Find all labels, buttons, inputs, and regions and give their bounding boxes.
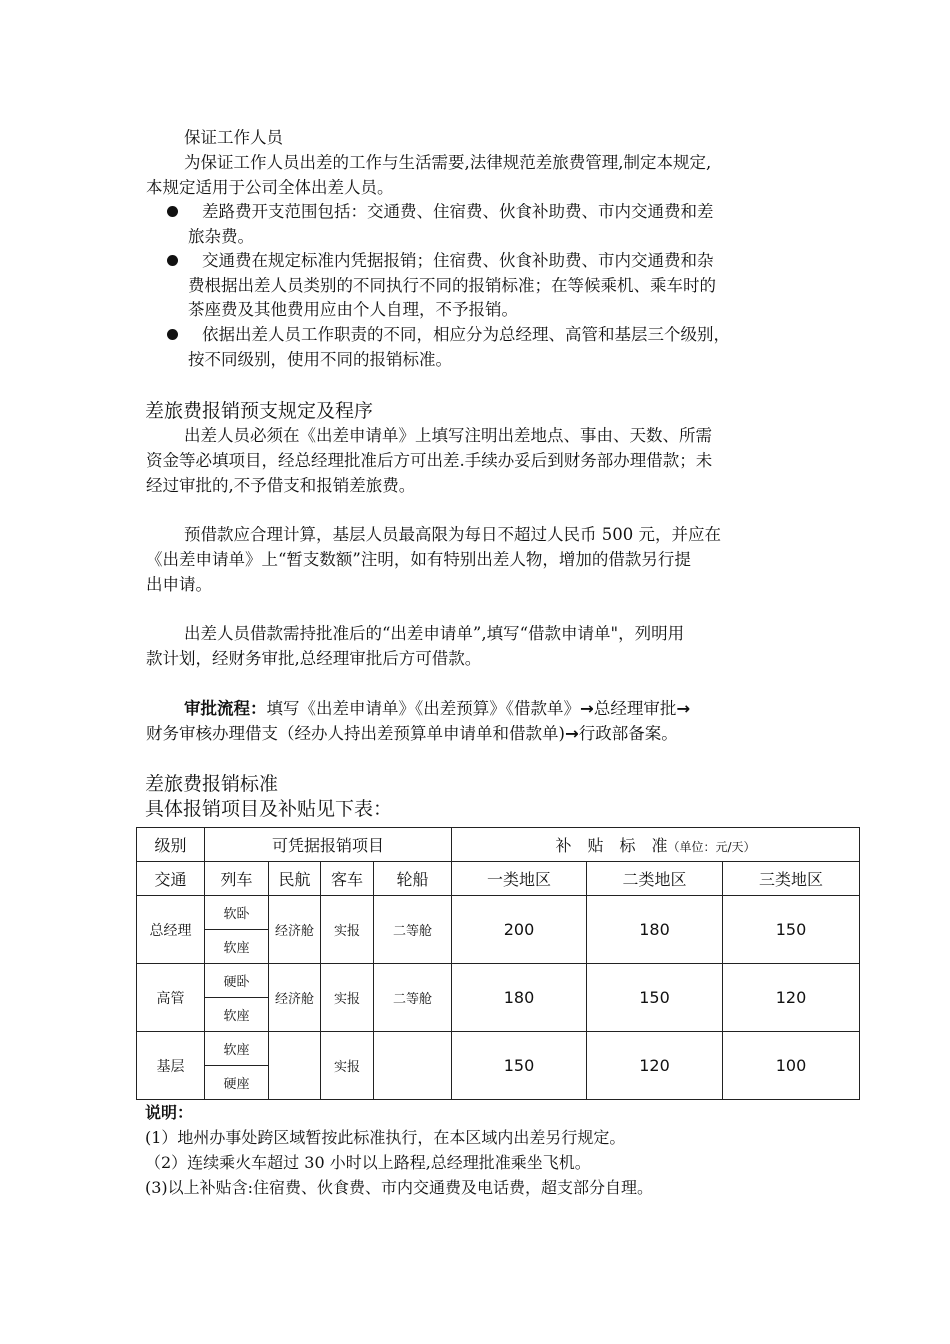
zone-3-value: 120 [723, 964, 860, 1032]
bullet-2-line-2: 费根据出差人员类别的不同执行不同的报销标准；在等候乘机、乘车时的 [188, 276, 716, 295]
bullet-dot-icon [167, 255, 178, 266]
header-transport: 交通 [137, 862, 205, 896]
bullet-1-line-2: 旅杂费。 [188, 227, 254, 246]
header-level: 级别 [137, 828, 205, 862]
arrow-right-icon: → [564, 724, 579, 743]
zone-2-value: 120 [587, 1032, 723, 1100]
intro-line-1: 保证工作人员 [184, 128, 283, 147]
level-cell: 基层 [137, 1032, 205, 1100]
ship-class-cell: 二等舱 [374, 964, 452, 1032]
section-subheading-table: 具体报销项目及补贴见下表： [145, 798, 393, 820]
header-zone-1: 一类地区 [452, 862, 587, 896]
bullet-3-line-2: 按不同级别，使用不同的报销标准。 [188, 350, 452, 369]
advance-p1-line-2: 资金等必填项目，经总经理批准后方可出差.手续办妥后到财务部办理借款；未 [146, 451, 713, 470]
subsidy-unit: （单位：元/天） [667, 840, 756, 854]
train-class-cell: 软座 [205, 930, 269, 964]
approval-flow-label: 审批流程： [184, 699, 267, 718]
advance-p2-line-2: 《出差申请单》上“暂支数额”注明，如有特别出差人物，增加的借款另行提 [146, 550, 691, 569]
ship-class-cell [374, 1032, 452, 1100]
ship-class-cell: 二等舱 [374, 896, 452, 964]
header-zone-2: 二类地区 [587, 862, 723, 896]
note-3: (3)以上补贴含:住宿费、伙食费、市内交通费及电话费，超支部分自理。 [145, 1178, 654, 1197]
advance-p2-line-1: 预借款应合理计算，基层人员最高限为每日不超过人民币 500 元，并应在 [184, 525, 721, 544]
train-class-cell: 硬卧 [205, 964, 269, 998]
bullet-dot-icon [167, 329, 178, 340]
zone-1-value: 180 [452, 964, 587, 1032]
bus-class-cell: 实报 [321, 896, 374, 964]
zone-1-value: 150 [452, 1032, 587, 1100]
bullet-3-line-1: 依据出差人员工作职责的不同，相应分为总经理、高管和基层三个级别， [202, 325, 730, 344]
approval-flow-line-1 [184, 697, 690, 721]
header-bus: 客车 [321, 862, 374, 896]
train-class-cell: 软座 [205, 1032, 269, 1066]
bullet-dot-icon [167, 206, 178, 217]
advance-p1-line-1: 出差人员必须在《出差申请单》上填写注明出差地点、事由、天数、所需 [184, 426, 712, 445]
header-train: 列车 [205, 862, 269, 896]
bullet-2-line-3: 茶座费及其他费用应由个人自理，不予报销。 [188, 300, 518, 319]
header-air: 民航 [269, 862, 321, 896]
note-2: （2）连续乘火车超过 30 小时以上路程,总经理批准乘坐飞机。 [145, 1153, 591, 1172]
advance-p1-line-3: 经过审批的,不予借支和报销差旅费。 [146, 476, 416, 495]
header-reimbursable-items: 可凭据报销项目 [205, 828, 452, 862]
zone-2-value: 150 [587, 964, 723, 1032]
air-class-cell [269, 1032, 321, 1100]
zone-3-value: 150 [723, 896, 860, 964]
notes-title: 说明： [145, 1103, 194, 1122]
arrow-right-icon: → [580, 699, 594, 718]
approval-flow-line-2 [146, 722, 678, 746]
section-heading-standard: 差旅费报销标准 [145, 773, 279, 795]
intro-line-3: 本规定适用于公司全体出差人员。 [146, 178, 394, 197]
train-class-cell: 软座 [205, 998, 269, 1032]
note-1: (1）地州办事处跨区域暂按此标准执行，在本区域内出差另行规定。 [145, 1128, 626, 1147]
advance-p3-line-1: 出差人员借款需持批准后的“出差申请单”,填写“借款申请单"，列明用 [184, 624, 685, 643]
zone-2-value: 180 [587, 896, 723, 964]
bus-class-cell: 实报 [321, 964, 374, 1032]
arrow-right-icon: → [676, 699, 691, 718]
section-heading-advance: 差旅费报销预支规定及程序 [145, 400, 374, 422]
bus-class-cell: 实报 [321, 1032, 374, 1100]
approval-flow-step-3: 财务审核办理借支（经办人持出差预算单申请单和借款单) [146, 724, 565, 743]
advance-p2-line-3: 出申请。 [146, 575, 212, 594]
subsidy-title: 补 贴 标 准 [555, 836, 668, 855]
intro-line-2: 为保证工作人员出差的工作与生活需要,法律规范差旅费管理,制定本规定, [184, 153, 712, 172]
header-ship: 轮船 [374, 862, 452, 896]
bullet-2-line-1: 交通费在规定标准内凭据报销；住宿费、伙食补助费、市内交通费和杂 [202, 251, 714, 270]
approval-flow-step-1: 填写《出差申请单》《出差预算》《借款单》 [266, 699, 580, 718]
reimbursement-standard-table [136, 827, 860, 1100]
header-subsidy-standard [452, 828, 860, 862]
bullet-1-line-1: 差路费开支范围包括：交通费、住宿费、伙食补助费、市内交通费和差 [202, 202, 714, 221]
approval-flow-step-4: 行政部备案。 [578, 724, 678, 743]
zone-1-value: 200 [452, 896, 587, 964]
level-cell: 总经理 [137, 896, 205, 964]
level-cell: 高管 [137, 964, 205, 1032]
header-zone-3: 三类地区 [723, 862, 860, 896]
advance-p3-line-2: 款计划，经财务审批,总经理审批后方可借款。 [146, 649, 482, 668]
zone-3-value: 100 [723, 1032, 860, 1100]
train-class-cell: 软卧 [205, 896, 269, 930]
air-class-cell: 经济舱 [269, 896, 321, 964]
air-class-cell: 经济舱 [269, 964, 321, 1032]
train-class-cell: 硬座 [205, 1066, 269, 1100]
approval-flow-step-2: 总经理审批 [593, 699, 677, 718]
